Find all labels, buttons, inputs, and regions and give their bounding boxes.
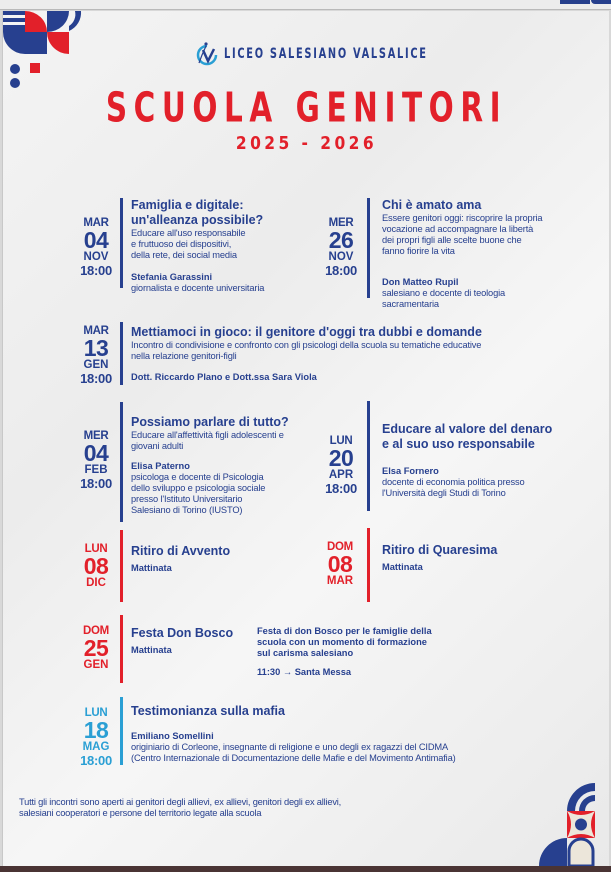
event-time: 18:00 bbox=[80, 476, 112, 491]
event-text bbox=[382, 422, 562, 499]
deco-quarter-circle bbox=[25, 11, 47, 32]
event-divider bbox=[367, 401, 370, 511]
top-strip bbox=[0, 0, 611, 10]
event-subtitle: e fruttuoso dei dispositivi, bbox=[131, 239, 232, 249]
event-speaker-role: (Centro Internazionale di Documentazione delle Mafie e del Movimento Antimafia) bbox=[131, 753, 456, 763]
event-month: MAG bbox=[82, 740, 110, 753]
top-strip-deco bbox=[560, 0, 590, 4]
event-weekday: MER bbox=[328, 217, 354, 229]
event-text bbox=[131, 198, 311, 294]
event-month: GEN bbox=[83, 358, 109, 371]
event-date bbox=[72, 218, 120, 277]
event-month: APR bbox=[328, 468, 354, 481]
school-year: 2025 - 2026 bbox=[235, 133, 378, 154]
event-speaker-role: dello sviluppo e psicologia sociale bbox=[131, 483, 266, 493]
event-speaker-role: giornalista e docente universitaria bbox=[131, 283, 265, 293]
event-divider bbox=[120, 697, 123, 765]
event-title: Mettiamoci in gioco: il genitore d'oggi tra dubbi e domande bbox=[131, 325, 482, 339]
deco-stripe bbox=[3, 11, 25, 15]
event-speaker: Dott. Riccardo Plano e Dott.ssa Sara Viola bbox=[131, 372, 317, 382]
deco-dot bbox=[575, 819, 587, 831]
event-text bbox=[131, 415, 311, 516]
event-month: GEN bbox=[83, 658, 109, 671]
event-month: NOV bbox=[83, 250, 109, 263]
deco-arc bbox=[69, 11, 81, 31]
footnote bbox=[19, 797, 439, 819]
event-divider bbox=[120, 615, 123, 683]
event-note: Mattinata bbox=[131, 563, 172, 573]
event-subtitle: Essere genitori oggi: riscoprire la propria bbox=[382, 213, 543, 223]
event-divider bbox=[120, 198, 123, 288]
event-speaker: Elisa Paterno bbox=[131, 461, 190, 471]
event-divider bbox=[367, 528, 370, 602]
event-speaker-role: presso l'Istituto Universitario bbox=[131, 494, 243, 504]
event-text bbox=[131, 544, 311, 574]
event-day: 08 bbox=[83, 552, 109, 579]
event-date bbox=[72, 626, 120, 671]
page-title: SCUOLA GENITORI bbox=[105, 84, 508, 132]
event-day: 20 bbox=[328, 444, 354, 471]
footnote-line: Tutti gli incontri sono aperti ai genitori degli allievi, ex allievi, genitori degli ex allievi, bbox=[19, 797, 342, 807]
event-weekday: LUN bbox=[329, 435, 353, 447]
bottom-edge bbox=[0, 866, 611, 872]
event-title: Ritiro di Quaresima bbox=[382, 543, 498, 557]
event-subtitle: vocazione ad accompagnare la libertà bbox=[382, 224, 534, 234]
event-speaker-role: salesiano e docente di teologia bbox=[382, 288, 506, 298]
event-day: 18 bbox=[83, 716, 109, 743]
event-title: e al suo uso responsabile bbox=[382, 437, 535, 451]
deco-quarter-circle bbox=[539, 838, 567, 866]
event-note: Mattinata bbox=[131, 645, 172, 655]
event-text bbox=[382, 543, 562, 573]
event-speaker: Elsa Fornero bbox=[382, 466, 439, 476]
deco-quarter-circle bbox=[47, 11, 69, 32]
event-note: Mattinata bbox=[382, 562, 423, 572]
event-time: 18:00 bbox=[325, 263, 357, 278]
school-brand bbox=[3, 41, 609, 67]
event-detail-line: Festa di don Bosco per le famiglie della bbox=[257, 626, 432, 636]
event-subtitle: giovani adulti bbox=[131, 441, 184, 451]
event-subtitle: Educare all'uso responsabile bbox=[131, 228, 246, 238]
event-day: 08 bbox=[327, 550, 353, 577]
event-title: Testimonianza sulla mafia bbox=[131, 704, 285, 718]
event-detail-line: sul carisma salesiano bbox=[257, 648, 354, 658]
header bbox=[3, 41, 609, 154]
event-speaker-role: psicologa e docente di Psicologia bbox=[131, 472, 264, 482]
top-strip-deco bbox=[591, 0, 611, 4]
event-speaker-role: sacramentaria bbox=[382, 299, 439, 309]
event-text bbox=[131, 626, 251, 656]
deco-arc bbox=[579, 795, 595, 811]
event-speaker: Emiliano Somellini bbox=[131, 731, 214, 741]
event-day: 13 bbox=[83, 334, 109, 361]
event-speaker: Stefania Garassini bbox=[131, 272, 213, 282]
event-divider bbox=[120, 530, 123, 602]
event-text bbox=[131, 325, 531, 383]
event-weekday: MER bbox=[83, 430, 109, 442]
event-weekday: LUN bbox=[84, 707, 108, 719]
event-title: Festa Don Bosco bbox=[131, 626, 234, 640]
event-time: 18:00 bbox=[80, 753, 112, 768]
event-month: FEB bbox=[84, 463, 108, 476]
event-divider bbox=[120, 402, 123, 522]
event-divider bbox=[367, 198, 370, 298]
event-date bbox=[317, 436, 365, 495]
school-name: LICEO SALESIANO VALSALICE bbox=[223, 46, 428, 62]
event-divider bbox=[120, 322, 123, 385]
event-speaker-role: docente di economia politica presso bbox=[382, 477, 525, 487]
event-time: 18:00 bbox=[325, 481, 357, 496]
school-logo-icon bbox=[194, 41, 220, 67]
event-date bbox=[72, 544, 120, 589]
poster-page bbox=[2, 11, 609, 866]
decorative-shapes-bottom-right bbox=[539, 781, 609, 866]
event-title: Chi è amato ama bbox=[382, 198, 482, 212]
event-date bbox=[316, 542, 364, 587]
event-day: 04 bbox=[83, 226, 109, 253]
event-day: 26 bbox=[328, 226, 354, 253]
event-month: MAR bbox=[326, 574, 354, 587]
event-subtitle: Incontro di condivisione e confronto con gli psicologi della scuola su tematiche educative bbox=[131, 340, 482, 350]
event-weekday: LUN bbox=[84, 543, 108, 555]
event-subtitle: nella relazione genitori-figli bbox=[131, 351, 237, 361]
event-weekday: DOM bbox=[83, 625, 109, 637]
event-time: 18:00 bbox=[80, 263, 112, 278]
event-date bbox=[72, 326, 120, 385]
event-weekday: MAR bbox=[83, 325, 109, 337]
event-weekday: DOM bbox=[327, 541, 353, 553]
event-title: Possiamo parlare di tutto? bbox=[131, 415, 289, 429]
event-subtitle: della rete, dei social media bbox=[131, 250, 237, 260]
event-day: 25 bbox=[83, 634, 109, 661]
event-date bbox=[72, 431, 120, 490]
event-date bbox=[72, 708, 120, 767]
deco-arch bbox=[569, 839, 593, 866]
deco-stripe bbox=[3, 18, 25, 22]
event-month: NOV bbox=[328, 250, 354, 263]
event-mass-time: 11:30 → Santa Messa bbox=[257, 667, 352, 677]
event-detail-line: scuola con un momento di formazione bbox=[257, 637, 427, 647]
event-day: 04 bbox=[83, 439, 109, 466]
event-text bbox=[131, 704, 531, 764]
footnote-line: salesiani cooperatori e persone del territorio legate alla scuola bbox=[19, 808, 262, 818]
event-title: Ritiro di Avvento bbox=[131, 544, 231, 558]
event-title: un'alleanza possibile? bbox=[131, 213, 264, 227]
event-detail bbox=[257, 626, 457, 678]
event-speaker: Don Matteo Rupil bbox=[382, 277, 459, 287]
event-weekday: MAR bbox=[83, 217, 109, 229]
event-text bbox=[382, 198, 562, 310]
event-speaker-role: originiario di Corleone, insegnante di religione e uno degli ex ragazzi del CIDMA bbox=[131, 742, 449, 752]
event-speaker-role: l'Università degli Studi di Torino bbox=[382, 488, 506, 498]
event-subtitle: dei propri figli alle scelte buone che bbox=[382, 235, 522, 245]
deco-block bbox=[3, 25, 25, 32]
event-title: Famiglia e digitale: bbox=[131, 198, 244, 212]
event-date bbox=[317, 218, 365, 277]
event-speaker-role: Salesiano di Torino (IUSTO) bbox=[131, 505, 243, 515]
event-subtitle: Educare all'affettività figli adolescenti e bbox=[131, 430, 284, 440]
event-month: DIC bbox=[86, 576, 106, 589]
event-subtitle: fanno fiorire la vita bbox=[382, 246, 455, 256]
event-title: Educare al valore del denaro bbox=[382, 422, 553, 436]
event-time: 18:00 bbox=[80, 371, 112, 386]
